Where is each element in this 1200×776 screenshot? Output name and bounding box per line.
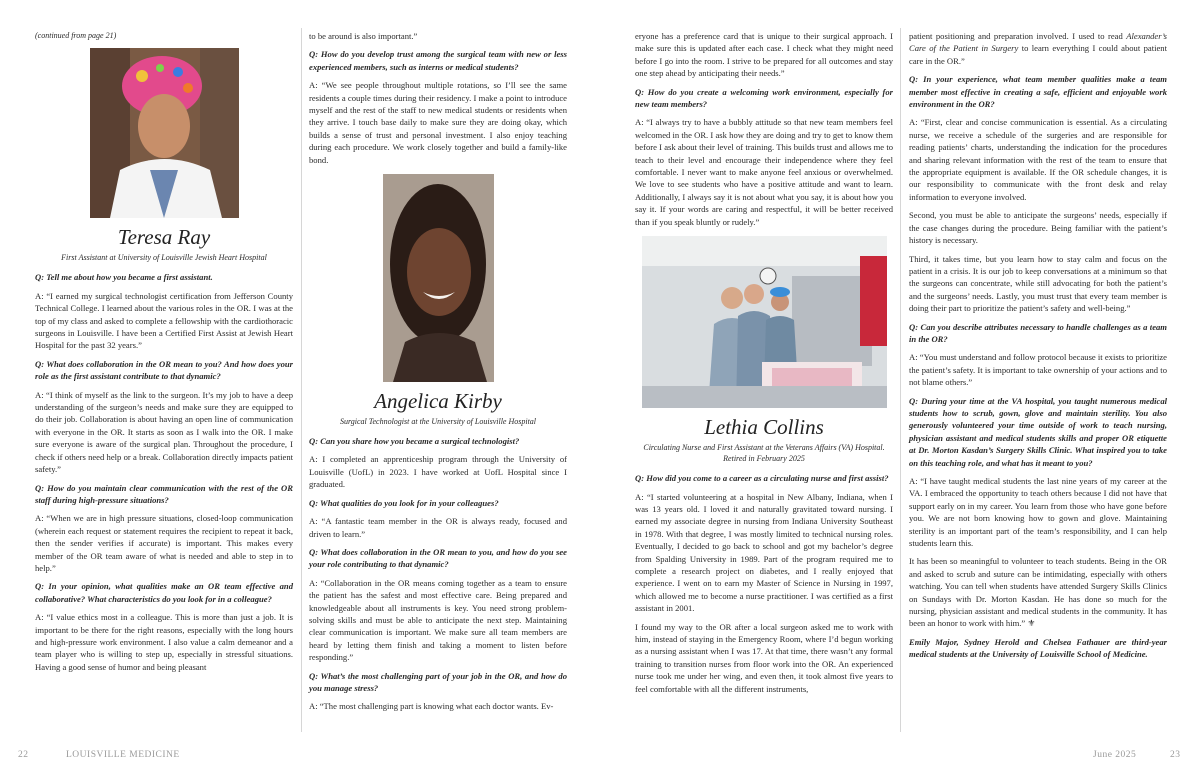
fleur-de-lis-icon: ⚜ (1027, 618, 1036, 629)
page-number-right: 23 (1170, 750, 1181, 760)
question: Q: In your experience, what team member qualities make a team member most effective in creating a safe, efficient and enjoyable work environment in the OR? (909, 74, 1167, 110)
answer-continued: eryone has a preference card that is unique to their surgical approach. I make sure this is updated after each case. I check what they might need before I go into the room. I strive to be prepared for all outcomes and stay one step ahead by anticipating their needs.” (635, 31, 893, 79)
question: Q: What’s the most challenging part of your job in the OR, and how do you manage stress? (309, 670, 567, 693)
group-photo-icon (642, 236, 887, 408)
question: Q: How did you come to a career as a circulating nurse and first assist? (635, 473, 889, 484)
answer: A: “First, clear and concise communication is essential. As a circulating nurse, we receive a schedule of the surgeries and are responsible for reading patients’ charts, understanding the indication for the procedures and sharing relevant information with the rest of the team to ensure that the appropriate equipment is available. If the OR schedule changes, it is our responsibility to communicate with the front desk and relay information to everyone involved. (909, 117, 1167, 202)
answer-continued (909, 30, 1167, 67)
answer: A: “I started volunteering at a hospital in New Albany, Indiana, when I was 13 years old. I loved it and naturally gravitated toward nursing. I earned my associate degree in nursing from Indiana University Southeast in 1978. With that degree, I was mostly limited to technical nursing roles. Eventually, I decided to go back to school and got my bachelor’s degree from Spalding University in 1989. Part of the program required me to complete a research project on diabetes, and I really enjoyed that experience. I went on to earn my Master of Science in Nursing in 1997, which allowed me to become a nurse practitioner. I was certified as a first assistant in 2001. (635, 491, 893, 614)
book-title: Alexander’s Care of the Patient in Surgery (909, 31, 1167, 54)
angelica-kirby-title: Surgical Technologist at the University of Louisville Hospital (339, 417, 537, 427)
answer: A: “You must understand and follow protocol because it exists to prioritize the patient’s safety. It is important to take ownership of your actions and to not blame others.” (909, 352, 1167, 388)
question: Q: Can you describe attributes necessary to handle challenges as a team in the OR? (909, 321, 1167, 344)
answer: Third, it takes time, but you learn how to stay calm and focus on the patient in a crisis. It is our job to keep conversations at a minimum so that the surgeons can concentrate, while still advocating for both the patient’s and the surgeons’ needs. Lastly, you must trust that every team member is doing their part to prioritize the patient’s safety and well-being.” (909, 253, 1167, 314)
column-divider (900, 28, 901, 732)
column-4 (909, 30, 1167, 667)
answer: A: “When we are in high pressure situations, closed-loop communication (wherein each request or statement requires the recipient to repeat it back, then the sender verifies if accurate) is important. This makes every member of the OR team aware of what is needed and able to step in to help.” (35, 513, 293, 573)
column-1 (35, 30, 293, 679)
lethia-collins-name: Lethia Collins (704, 415, 824, 440)
answer: A: I completed an apprenticeship program through the University of Louisville (UofL) in 2023. I have worked at UofL Hospital since I graduated. (309, 454, 567, 490)
continued-note: (continued from page 21) (35, 31, 117, 40)
question: Q: During your time at the VA hospital, you taught numerous medical students how to scrub, gown, glove and maintain sterility. You also generously volunteered your time outside of work to teach nursing, physician assistant and medical students skills and proper OR etiquette at Dr. Morton Kasdan’s Surgery Skills Clinic. What inspired you to take on this teaching role, and what has it meant to you? (909, 395, 1167, 468)
author-note: Emily Major, Sydney Herold and Chelsea Fathauer are third-year medical students at the University of Louisville School of Medicine. (909, 636, 1167, 660)
angelica-kirby-photo (383, 174, 494, 382)
column-divider (301, 28, 302, 732)
teresa-ray-title: First Assistant at University of Louisville Jewish Heart Hospital (61, 253, 267, 263)
question: Q: What does collaboration in the OR mean to you, and how do you see your role contributing to that dynamic? (309, 546, 567, 570)
question: Q: In your opinion, what qualities make an OR team effective and collaborative? What characteristics do you look for in a colleague? (35, 581, 293, 604)
answer: Second, you must be able to anticipate the surgeons’ needs, especially if the case changes during the procedure. Being familiar with the patient’s history is necessary. (909, 210, 1167, 246)
answer: A: “I always try to have a bubbly attitude so that new team members feel welcomed in the OR. I ask how they are doing and try to get to know them before I ask about their level of training. This builds trust and allows me to teach to their level and encourage their independence where they feel comfortable. I never want to make anyone feel anxious or overwhelmed. We love to see students who have a positive attitude and want to learn. Additionally, I always say it is not about what you say, it is about how you say it. If your words are caring and respectful, it will be better received than if you speak bluntly or rudely.” (635, 117, 893, 227)
lethia-collins-title: Circulating Nurse and First Assistant at the Veterans Affairs (VA) Hospital. Retired in February 2025 (643, 443, 885, 464)
teresa-ray-name: Teresa Ray (117, 225, 211, 250)
answer-continued: to be around is also important.” (309, 31, 418, 41)
answer: I found my way to the OR after a local surgeon asked me to work with him, instead of staying in the Emergency Room, where I’d begun working as a nursing assistant when I was 17. At that time, there wasn’t any formal training to transition nurses from floor work into the OR. An experienced nurse took me under her wing, and even then, it took almost five years to feel comfortable with all the different instruments, (635, 621, 893, 694)
answer: A: “A fantastic team member in the OR is always ready, focused and driven to learn.” (309, 516, 567, 539)
answer (909, 555, 1167, 629)
portrait-icon (383, 174, 494, 382)
answer: A: “I think of myself as the link to the surgeon. It’s my job to have a deep understanding of the surgeon’s needs and make sure they are equipped to do their job. Collaboration is about having an open line of communication with everyone in the OR. It starts as soon as I walk into the OR. I make sure everyone is aware of the surgical plan. Throughout the procedure, I check if others need help or a break. Collaboration directly impacts patient safety.” (35, 389, 293, 475)
answer: A: “I have taught medical students the last nine years of my career at the VA. I embraced the opportunity to teach others because I did not have that support early on in my career. You learn from those who have gone before you. We are not born knowing how to gown and glove. Maintaining sterility is an important part of the team’s responsibility, and I can help students learn this. (909, 476, 1167, 549)
issue-date: June 2025 (1093, 750, 1137, 760)
column-3 (635, 30, 893, 701)
angelica-kirby-name: Angelica Kirby (374, 389, 502, 414)
answer-text: It has been so meaningful to volunteer to teach students. Being in the OR and asked to scrub and suture can be intimidating, especially with others watching. You can tell when students have attended Surgery Skills Clinics on Sundays with Dr. Morton Kasdan. He has done so much for the nursing, physician assistant and medical students in the community. It has been an honor to work with him.” (909, 556, 1167, 629)
answer-text: patient positioning and preparation involved. I used to read (909, 31, 1127, 41)
question: Q: Can you share how you became a surgical technologist? (309, 436, 520, 447)
answer-text: to learn everything I could about patient care in the OR.” (909, 43, 1167, 66)
publication-name: LOUISVILLE MEDICINE (66, 750, 180, 760)
answer: A: “The most challenging part is knowing what each doctor wants. Ev- (309, 701, 554, 712)
teresa-ray-photo (90, 48, 239, 218)
portrait-icon (90, 48, 239, 218)
column-2 (309, 30, 567, 719)
question: Q: How do you create a welcoming work environment, especially for new team members? (635, 86, 893, 110)
question: Q: How do you maintain clear communication with the rest of the OR staff during high-pressure situations? (35, 482, 293, 505)
answer: A: “I value ethics most in a colleague. This is more than just a job. It is important to be there for the right reasons, especially with the long hours and high-pressure work environment. I also value a calm demeanor and a team player who is willing to step up, especially in stressful situations. Having a good sense of humor and being pleasant (35, 612, 293, 672)
lethia-collins-photo (642, 236, 887, 408)
question: Q: Tell me about how you became a first assistant. (35, 272, 213, 283)
answer: A: “We see people throughout multiple rotations, so I’ll see the same residents a couple times during their residency. I make a point to introduce myself and the rest of the staff to new medical students or residents when they arrive. I touch base daily to make sure they are doing okay, which builds a sense of trust and personal investment. I also enjoy teaching during each procedure. We work closely together and build a family-like bond. (309, 80, 567, 165)
question: Q: How do you develop trust among the surgical team with new or less experienced members, such as interns or medical students? (309, 49, 567, 72)
question: Q: What qualities do you look for in your colleagues? (309, 497, 499, 508)
answer: A: “I earned my surgical technologist certification from Jefferson County Technical College. I learned about the various roles in the OR. I was at the top of my class and asked to complete a fellowship with the cardiothoracic surgeons in Louisville. I have been a Certified First Assist at Jewish Heart Hospital for the past 32 years.” (35, 290, 293, 351)
question: Q: What does collaboration in the OR mean to you? And how does your role as the first assistant contribute to that dynamic? (35, 358, 293, 382)
page-number-left: 22 (18, 750, 29, 760)
answer: A: “Collaboration in the OR means coming together as a team to ensure the patient has the safest and most effective care. Being prepared and knowledgeable about all instruments is key. You need strong problem-solving skills and must be able to anticipate the next step. Maintaining clear communication is important. We make sure all team members are heard by letting them finish and taking a moment to listen before responding.” (309, 577, 567, 663)
